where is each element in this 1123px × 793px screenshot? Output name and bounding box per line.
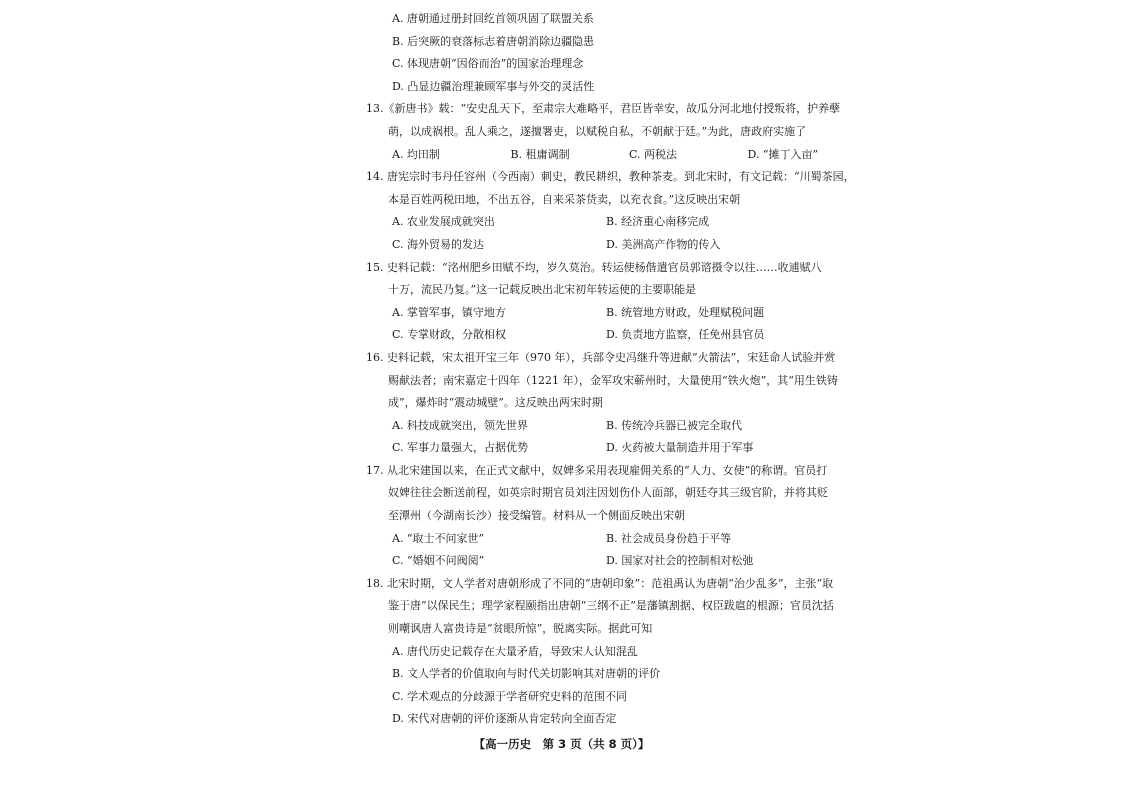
q17-option-b: B. 社会成员身份趋于平等 <box>606 531 732 545</box>
q18-option-a: A. 唐代历史记载存在大量矛盾，导致宋人认知混乱 <box>392 644 638 658</box>
q12-option-a: A. 唐朝通过册封回纥首领巩固了联盟关系 <box>392 12 594 25</box>
q16-option-b: B. 传统冷兵器已被完全取代 <box>606 418 743 432</box>
q12-option-b: B. 后突厥的衰落标志着唐朝消除边疆隐患 <box>392 34 595 48</box>
q15-option-c: C. 专掌财政，分散相权 <box>392 328 507 342</box>
q14-options-row-1 <box>366 211 866 234</box>
q15-option-d: D. 负责地方监察，任免州县官员 <box>606 328 765 342</box>
q13-option-c: C. 两税法 <box>629 147 678 161</box>
q16-stem-line-2: 赐献法者；南宋嘉定十四年（1221 年），金军攻宋蕲州时，大量使用“铁火炮”，其“用生铁铸 <box>388 373 838 387</box>
q18-stem-line-3: 则嘲讽唐人富贵诗是“贫眼所惊”，脱离实际。据此可知 <box>388 622 653 636</box>
q17-options-row-1 <box>366 528 866 551</box>
q12-option-c: C. 体现唐朝“因俗而治”的国家治理理念 <box>392 57 584 71</box>
q13-option-d: D. “摊丁入亩” <box>747 147 819 161</box>
q16-option-d: D. 火药被大量制造并用于军事 <box>606 441 754 455</box>
q15-options-row-2 <box>366 324 866 347</box>
q15-option-b: B. 统管地方财政，处理赋税问题 <box>606 305 765 319</box>
q14-stem-line-2: 本是百姓两税田地，不出五谷，自来采茶货卖，以充衣食。”这反映出宋朝 <box>388 192 741 206</box>
q14-options-row-2 <box>366 234 866 257</box>
q17-stem-line-3: 至潭州（今湖南长沙）接受编管。材料从一个侧面反映出宋朝 <box>388 509 685 523</box>
page-footer: 【高一历史 第 3 页（共 8 页）】 <box>473 737 650 751</box>
q17-stem-line-1: 17. 从北宋建国以来，在正式文献中，奴婢多采用表现雇佣关系的“人力、女使”的称谓。官员打 <box>366 463 828 477</box>
q18-option-d: D. 宋代对唐朝的评价逐渐从肯定转向全面否定 <box>392 712 617 726</box>
q14-stem-line-1: 14. 唐宪宗时韦丹任容州（今西南）刺史，教民耕织，教种茶麦。到北宋时，有文记载：“川蜀茶园， <box>366 170 855 184</box>
q13-stem-line-1: 13.《新唐书》载：“安史乱天下，至肃宗大难略平，君臣皆幸安，故瓜分河北地付授叛将，护养孽 <box>366 102 841 116</box>
q14-option-b: B. 经济重心南移完成 <box>606 215 710 229</box>
q17-option-a: A. “取士不问家世” <box>392 531 485 545</box>
q18-stem-line-2: 鉴于唐”以保民生；理学家程颐指出唐朝“三纲不正”是藩镇割据、权臣跋扈的根源；官员沈括 <box>388 599 834 613</box>
q15-options-row-1 <box>366 302 866 325</box>
q16-option-c: C. 军事力量强大，占据优势 <box>392 441 529 455</box>
q18-option-b: B. 文人学者的价值取向与时代关切影响其对唐朝的评价 <box>392 667 661 681</box>
q13-options-row <box>366 144 866 167</box>
q16-options-row-1 <box>366 415 866 438</box>
q14-option-a: A. 农业发展成就突出 <box>392 215 495 229</box>
q13-option-a: A. 均田制 <box>392 147 440 161</box>
q14-option-d: D. 美洲高产作物的传入 <box>606 237 721 251</box>
q13-stem-line-2: 萌，以成祸根。乱人乘之，遂擅署吏，以赋税自私，不朝献于廷。”为此，唐政府实施了 <box>388 124 807 138</box>
q13-option-b: B. 租庸调制 <box>510 147 570 161</box>
q18-option-c: C. 学术观点的分歧源于学者研究史料的范围不同 <box>392 689 628 703</box>
q16-stem-line-1: 16. 史料记载，宋太祖开宝三年（970 年），兵部令史冯继升等进献“火箭法”，宋廷命人试验并赏 <box>366 350 836 364</box>
q16-stem-line-3: 成”，爆炸时“震动城壁”。这反映出两宋时期 <box>388 396 603 410</box>
q14-option-c: C. 海外贸易的发达 <box>392 237 485 251</box>
q17-option-d: D. 国家对社会的控制相对松弛 <box>606 554 754 568</box>
q16-option-a: A. 科技成就突出，领先世界 <box>392 418 528 432</box>
q15-option-a: A. 掌管军事，镇守地方 <box>392 305 506 319</box>
q17-options-row-2 <box>366 550 866 573</box>
q17-stem-line-2: 奴婢往往会断送前程，如英宗时期官员刘注因划伤仆人面部，朝廷夺其三级官阶，并将其贬 <box>388 486 828 500</box>
q17-option-c: C. “婚姻不问阀阅” <box>392 554 485 568</box>
q15-stem-line-2: 十万，流民乃复。”这一记载反映出北宋初年转运使的主要职能是 <box>388 283 697 297</box>
q12-option-d: D. 凸显边疆治理兼顾军事与外交的灵活性 <box>392 79 595 93</box>
q16-options-row-2 <box>366 437 866 460</box>
q15-stem-line-1: 15. 史料记载：“洺州肥乡田赋不均，岁久莫治。转运使杨偕遣官员郭谘摄令以往……收逋赋八 <box>366 260 822 274</box>
question-content <box>366 8 866 731</box>
q18-stem-line-1: 18. 北宋时期，文人学者对唐朝形成了不同的“唐朝印象”：范祖禹认为唐朝“治少乱多”，主张“取 <box>366 576 834 590</box>
